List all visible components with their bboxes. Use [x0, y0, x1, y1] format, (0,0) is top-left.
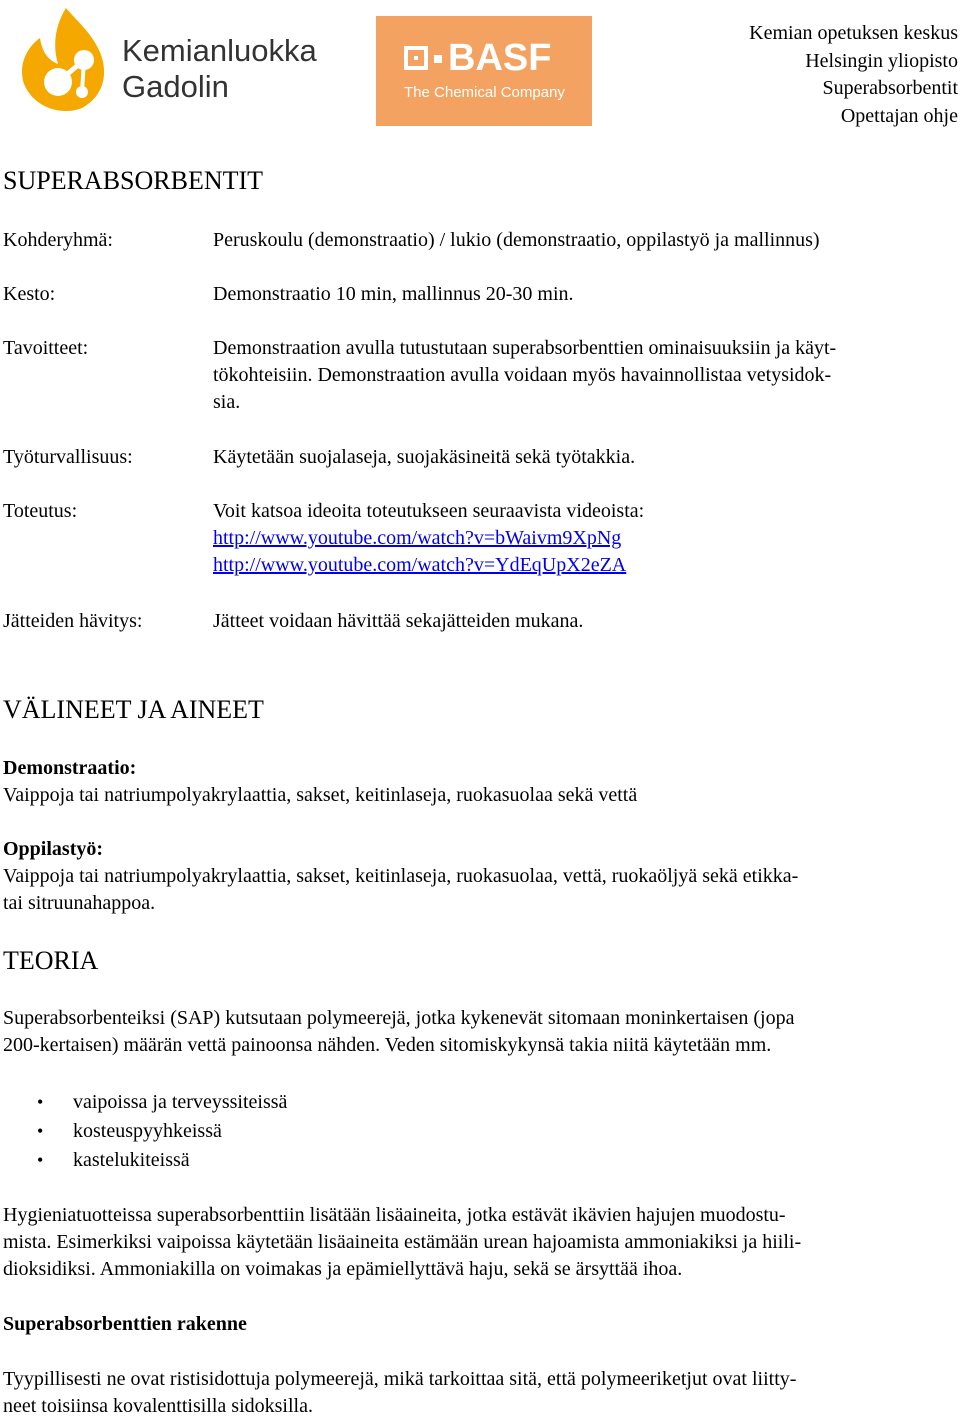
materials-heading: VÄLINEET JA AINEET	[3, 695, 264, 724]
demo-text: Vaippoja tai natriumpolyakrylaattia, sakset, keitinlaseja, ruokasuolaa sekä vettä	[3, 784, 638, 806]
bullet-text: kastelukiteissä	[73, 1149, 190, 1171]
theory-heading: TEORIA	[3, 946, 99, 975]
student-line: Vaippoja tai natriumpolyakrylaattia, sakset, keitinlaseja, ruokasuolaa, vettä, ruokaöljyä sekä etikka-	[3, 865, 799, 887]
page-title: SUPERABSORBENTIT	[3, 166, 264, 195]
theory-para1-line: 200-kertaisen) määrän vettä painoonsa nähden. Veden sitomiskykynsä takia niitä käytetään mm.	[3, 1034, 772, 1056]
target-label: Kohderyhmä:	[3, 229, 113, 251]
goals-line: Demonstraation avulla tutustutaan superabsorbenttien ominaisuuksiin ja käyt-	[213, 337, 837, 359]
theory-para3-line: Tyypillisesti ne ovat ristisidottuja polymeerejä, mikä tarkoittaa sitä, että polymeeriketjut ovat liitty-	[3, 1368, 797, 1390]
theory-para2-line: Hygieniatuotteissa superabsorbenttiin lisätään lisäaineita, jotka estävät ikävien hajujen muodostu-	[3, 1204, 786, 1226]
gadolin-logo-line2: Gadolin	[122, 69, 229, 104]
bullet-icon: •	[37, 1150, 44, 1170]
duration-value: Demonstraatio 10 min, mallinnus 20-30 min.	[213, 283, 574, 305]
basf-logo	[376, 16, 592, 126]
demo-label: Demonstraatio:	[3, 757, 137, 779]
header-line: Superabsorbentit	[822, 77, 958, 99]
student-line: tai sitruunahappoa.	[3, 892, 156, 914]
waste-label: Jätteiden hävitys:	[3, 610, 143, 632]
gadolin-logo-line1: Kemianluokka	[122, 33, 317, 68]
basf-logo-name: BASF	[448, 37, 552, 79]
theory-para2-line: dioksidiksi. Ammoniakilla on voimakas ja epämiellyttävä haju, sekä se ärsyttää ihoa.	[3, 1258, 683, 1280]
student-label: Oppilastyö:	[3, 838, 104, 860]
bullet-text: kosteuspyyhkeissä	[73, 1120, 222, 1142]
safety-label: Työturvallisuus:	[3, 446, 133, 468]
gadolin-flame-icon	[18, 4, 128, 114]
bullet-icon: •	[37, 1092, 44, 1112]
waste-value: Jätteet voidaan hävittää sekajätteiden mukana.	[213, 610, 584, 632]
goals-label: Tavoitteet:	[3, 337, 89, 359]
theory-para3-line: neet toisiinsa kovalenttisilla sidoksilla.	[3, 1395, 313, 1417]
header-info	[749, 20, 958, 130]
implementation-intro: Voit katsoa ideoita toteutukseen seuraavista videoista:	[213, 500, 645, 522]
theory-para2-line: mista. Esimerkiksi vaipoissa käytetään lisäaineita estämään urean hajoamista ammoniakiksi ja hiili-	[3, 1231, 802, 1253]
header-line: Helsingin yliopisto	[805, 49, 958, 72]
header-line: Opettajan ohje	[840, 104, 958, 127]
video-link-2[interactable]: http://www.youtube.com/watch?v=YdEqUpX2eZA	[213, 554, 627, 576]
video-link-1[interactable]: http://www.youtube.com/watch?v=bWaivm9XpNg	[213, 527, 622, 549]
structure-heading: Superabsorbenttien rakenne	[3, 1313, 247, 1335]
goals-line: tökohteisiin. Demonstraation avulla voidaan myös havainnollistaa vetysidok-	[213, 364, 832, 386]
duration-label: Kesto:	[3, 283, 56, 305]
basf-dot-icon	[434, 55, 442, 63]
theory-para1-line: Superabsorbenteiksi (SAP) kutsutaan polymeerejä, jotka kykenevät sitomaan moninkertaisen (jopa	[3, 1007, 795, 1029]
bullet-text: vaipoissa ja terveyssiteissä	[73, 1091, 288, 1113]
implementation-label: Toteutus:	[3, 500, 78, 522]
goals-line: sia.	[213, 391, 241, 413]
basf-logo-tagline: The Chemical Company	[404, 84, 565, 101]
bullet-icon: •	[37, 1121, 44, 1141]
header-line: Kemian opetuksen keskus	[749, 22, 958, 44]
target-value: Peruskoulu (demonstraatio) / lukio (demonstraatio, oppilastyö ja mallinnus)	[213, 229, 820, 251]
gadolin-logo	[18, 4, 317, 114]
safety-value: Käytetään suojalaseja, suojakäsineitä sekä työtakkia.	[213, 446, 636, 468]
basf-square-icon	[404, 46, 428, 70]
